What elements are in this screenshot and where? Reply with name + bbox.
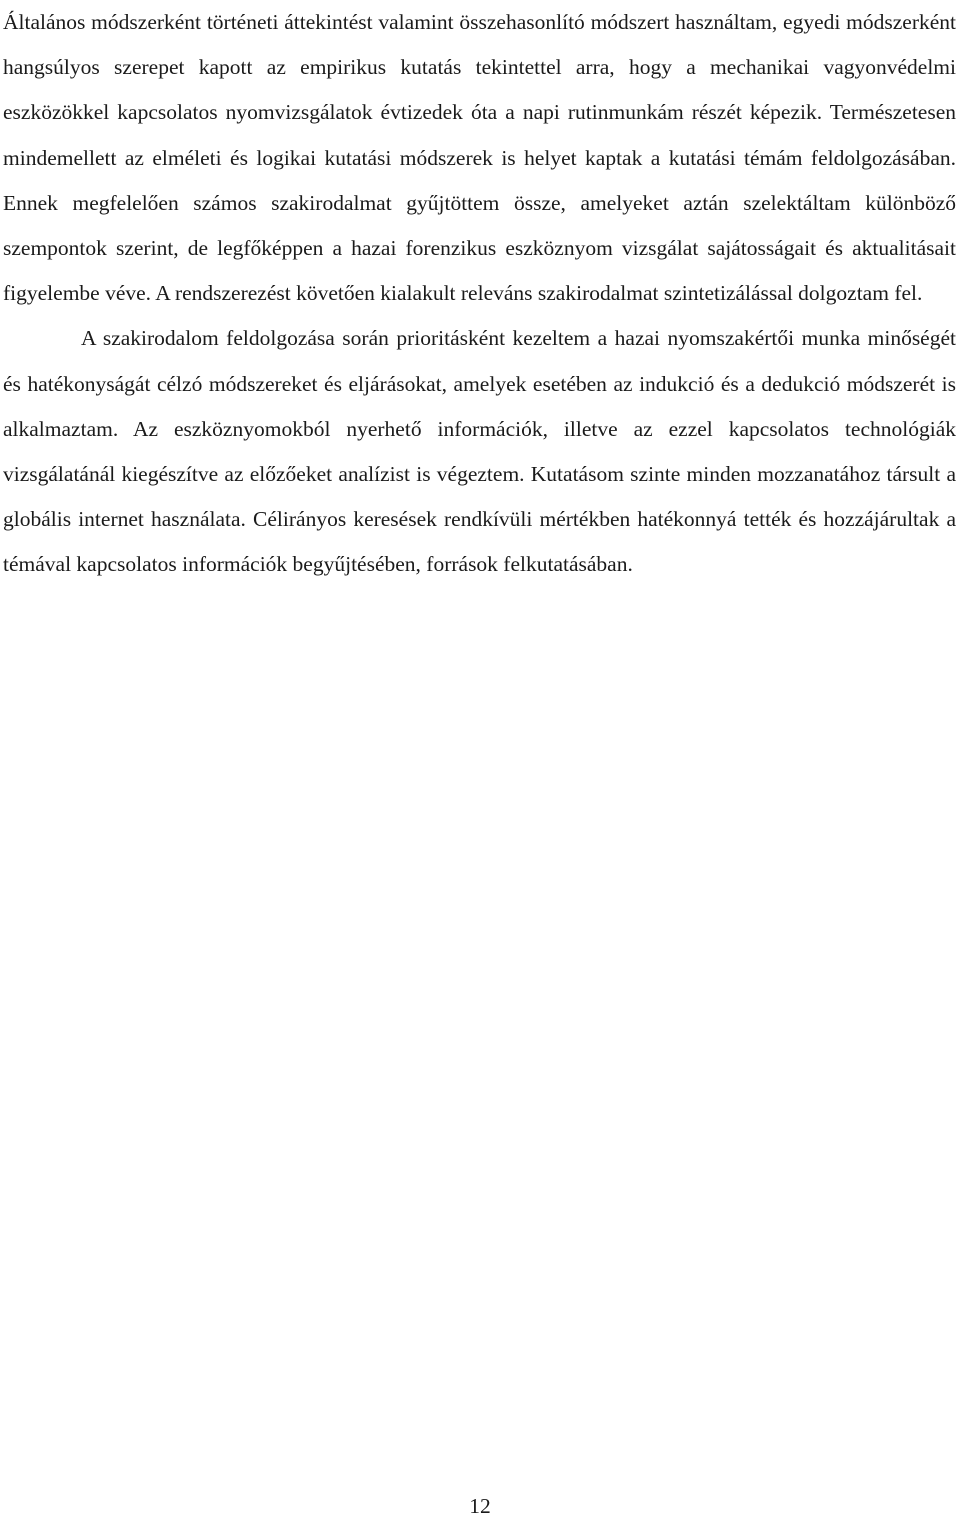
body-text bbox=[3, 0, 956, 588]
page-number: 12 bbox=[469, 1494, 491, 1518]
paragraph-methods: Általános módszerként történeti áttekintést valamint összehasonlító módszert használtam, egyedi módszerként hangsúlyos szerepet kapott az empirikus kutatás tekintettel arra, hogy a mechanikai vagyonvédelmi eszközökkel kapcsolatos nyomvizsgálatok évtizedek óta a napi rutinmunkám részét képezik. Természetesen mindemellett az elméleti és logikai kutatási módszerek is helyet kaptak a kutatási témám feldolgozásában. Ennek megfelelően számos szakirodalmat gyűjtöttem össze, amelyeket aztán szelektáltam különböző szempontok szerint, de legfőképpen a hazai forenzikus eszköznyom vizsgálat sajátosságait és aktualitásait figyelembe véve. A rendszerezést követően kialakult releváns szakirodalmat szintetizálással dolgoztam fel. bbox=[3, 10, 956, 306]
paragraph-literature: A szakirodalom feldolgozása során prioritásként kezeltem a hazai nyomszakértői munka minőségét és hatékonyságát célzó módszereket és eljárásokat, amelyek esetében az indukció és a dedukció módszerét is alkalmaztam. Az eszköznyomokból nyerhető információk, illetve az ezzel kapcsolatos technológiák vizsgálatánál kiegészítve az előzőeket analízist is végeztem. Kutatásom szinte minden mozzanatához társult a globális internet használata. Célirányos keresések rendkívüli mértékben hatékonnyá tették és hozzájárultak a témával kapcsolatos információk begyűjtésében, források felkutatásában. bbox=[3, 326, 956, 577]
